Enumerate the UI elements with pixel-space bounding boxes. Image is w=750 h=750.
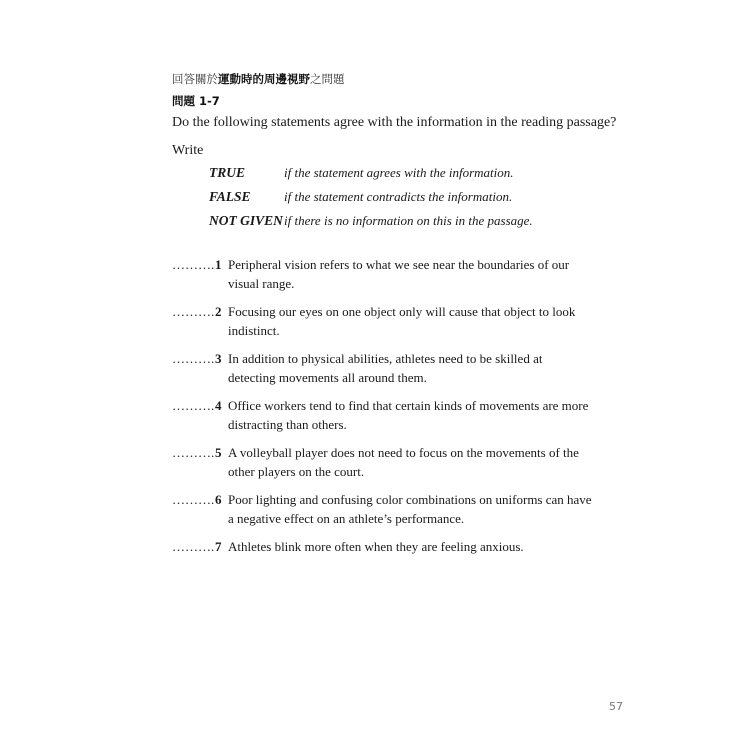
statement-number: 1 (215, 257, 222, 272)
answer-blank[interactable]: ………. (172, 445, 215, 460)
legend-desc: if there is no information on this in the passage. (284, 213, 533, 228)
legend-key: NOT GIVEN (209, 213, 283, 228)
statement-item (172, 443, 592, 481)
page-number: 57 (609, 700, 623, 713)
legend-row-false (209, 189, 533, 213)
statement-number: 2 (215, 304, 222, 319)
statement-list (172, 255, 592, 565)
answer-blank[interactable]: ………. (172, 304, 215, 319)
answer-blank[interactable]: ………. (172, 492, 215, 507)
answer-blank[interactable]: ………. (172, 398, 215, 413)
question-title: 問題 1-7 (172, 94, 220, 108)
legend-row-not-given (209, 213, 533, 237)
statement-number: 4 (215, 398, 222, 413)
legend-desc: if the statement contradicts the information. (284, 189, 513, 204)
answer-blank[interactable]: ………. (172, 539, 215, 554)
statement-text: A volleyball player does not need to focus on the movements of the other players on the court. (228, 445, 579, 479)
answer-blank[interactable]: ………. (172, 351, 215, 366)
statement-text: Peripheral vision refers to what we see near the boundaries of our visual range. (228, 257, 570, 291)
statement-text: In addition to physical abilities, athletes need to be skilled at detecting movements all around them. (228, 351, 543, 385)
legend-desc: if the statement agrees with the information. (284, 165, 514, 180)
lead-question: Do the following statements agree with the information in the reading passage? (172, 115, 617, 130)
instruction-suffix: 之問題 (310, 72, 345, 86)
answer-legend (209, 165, 533, 237)
statement-text: Poor lighting and confusing color combinations on uniforms can have a negative effect on an athlete’s performance. (228, 492, 592, 526)
instruction-prefix: 回答關於 (172, 72, 218, 86)
statement-item (172, 490, 592, 528)
statement-text: Focusing our eyes on one object only will cause that object to look indistinct. (228, 304, 576, 338)
statement-item (172, 349, 592, 387)
statement-text: Athletes blink more often when they are feeling anxious. (228, 539, 524, 554)
statement-text: Office workers tend to find that certain kinds of movements are more distracting than others. (228, 398, 589, 432)
legend-key: FALSE (209, 189, 251, 204)
statement-item (172, 396, 592, 434)
statement-number: 3 (215, 351, 222, 366)
answer-blank[interactable]: ………. (172, 257, 215, 272)
instruction-topic: 運動時的周邊視野 (218, 72, 310, 86)
statement-item (172, 255, 592, 293)
statement-item (172, 302, 592, 340)
statement-number: 7 (215, 539, 222, 554)
statement-item (172, 537, 592, 556)
legend-key: TRUE (209, 165, 246, 180)
write-label: Write (172, 143, 204, 158)
chinese-instruction (172, 71, 345, 87)
legend-row-true (209, 165, 533, 189)
statement-number: 5 (215, 445, 222, 460)
statement-number: 6 (215, 492, 222, 507)
